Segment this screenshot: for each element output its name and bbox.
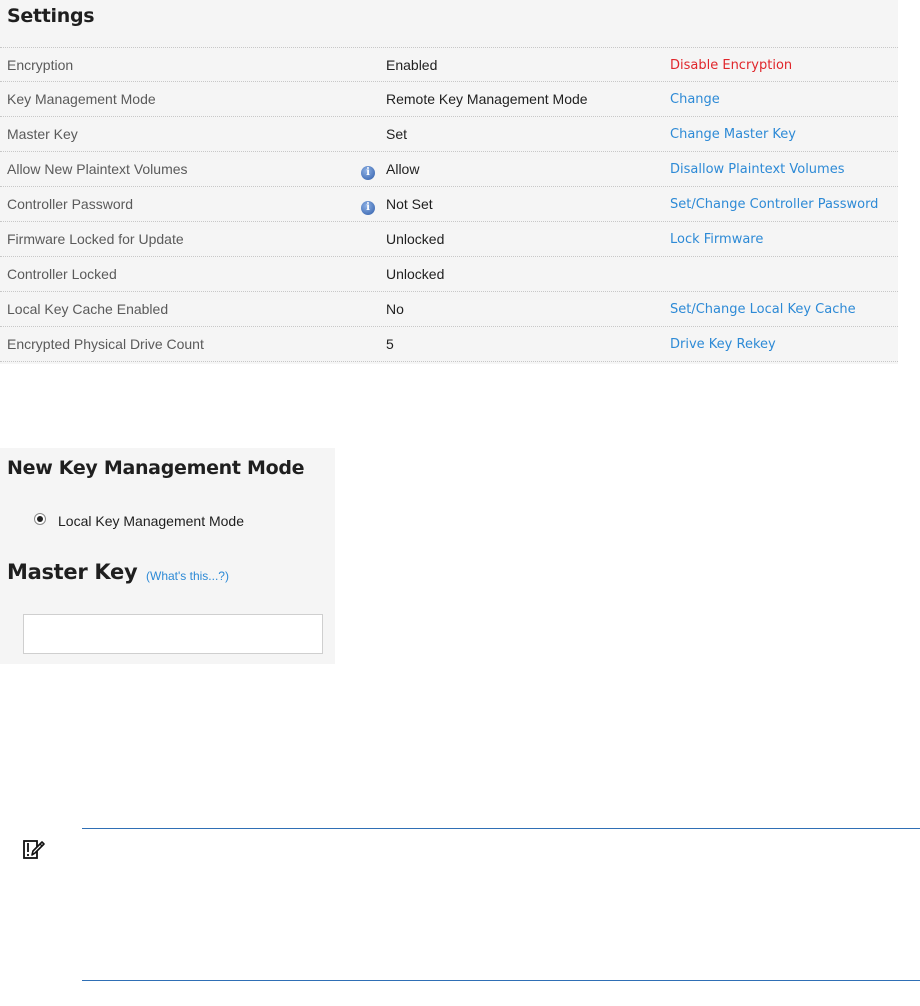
setting-value: 5	[386, 336, 394, 352]
setting-value: Allow	[386, 161, 420, 177]
setting-name: Encrypted Physical Drive Count	[7, 336, 204, 352]
settings-row	[0, 117, 898, 152]
settings-row	[0, 327, 898, 362]
setting-name: Controller Password	[7, 196, 134, 212]
settings-panel	[0, 0, 898, 364]
setting-name: Local Key Cache Enabled	[7, 301, 169, 317]
setting-value: Unlocked	[386, 266, 445, 282]
new-key-management-title: New Key Management Mode	[7, 457, 305, 479]
settings-row	[0, 257, 898, 292]
setting-name: Key Management Mode	[7, 91, 156, 107]
setting-action-link[interactable]: Disallow Plaintext Volumes	[670, 162, 845, 177]
setting-value: Enabled	[386, 57, 438, 73]
setting-action-link[interactable]: Change Master Key	[670, 127, 797, 142]
settings-row	[0, 152, 898, 187]
settings-row	[0, 187, 898, 222]
new-key-management-panel	[0, 448, 335, 664]
setting-action-link[interactable]: Lock Firmware	[670, 232, 764, 247]
note-top-rule	[82, 828, 920, 829]
note-bottom-rule	[82, 980, 920, 981]
setting-action-link[interactable]: Set/Change Local Key Cache	[670, 302, 856, 317]
setting-value: Set	[386, 126, 408, 142]
settings-row	[0, 292, 898, 327]
setting-value: No	[386, 301, 404, 317]
settings-table	[0, 47, 898, 362]
settings-row	[0, 47, 898, 82]
master-key-title: Master Key	[7, 560, 138, 584]
setting-name: Firmware Locked for Update	[7, 231, 184, 247]
info-icon[interactable]: i	[361, 162, 375, 180]
settings-row	[0, 222, 898, 257]
setting-value: Unlocked	[386, 231, 445, 247]
local-key-mode-label: Local Key Management Mode	[58, 513, 244, 529]
setting-name: Master Key	[7, 126, 78, 142]
setting-value: Not Set	[386, 196, 433, 212]
local-key-mode-radio[interactable]	[34, 513, 46, 525]
settings-row	[0, 82, 898, 117]
setting-action-link[interactable]: Set/Change Controller Password	[670, 197, 879, 212]
info-icon[interactable]: i	[361, 197, 375, 215]
important-note-icon	[22, 838, 46, 862]
setting-action-link[interactable]: Change	[670, 92, 720, 107]
setting-name: Allow New Plaintext Volumes	[7, 161, 188, 177]
whats-this-link[interactable]: (What's this...?)	[146, 569, 229, 583]
setting-action-link[interactable]: Drive Key Rekey	[670, 337, 776, 352]
setting-action-link[interactable]: Disable Encryption	[670, 58, 793, 73]
setting-value: Remote Key Management Mode	[386, 91, 588, 107]
setting-name: Encryption	[7, 57, 74, 73]
setting-name: Controller Locked	[7, 266, 117, 282]
settings-title: Settings	[7, 5, 95, 27]
master-key-input[interactable]	[23, 614, 323, 654]
